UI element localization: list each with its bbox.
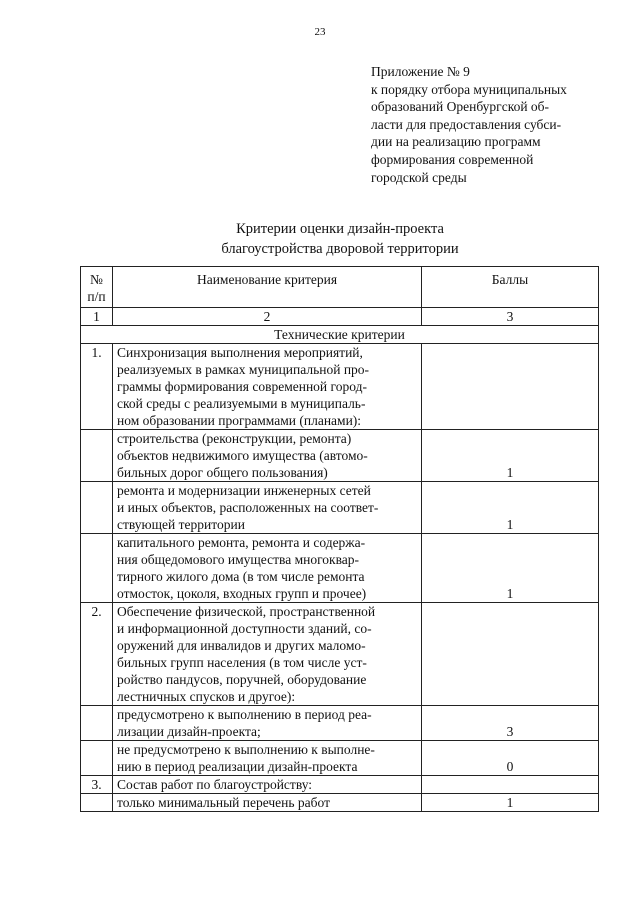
row-number (81, 794, 113, 812)
criterion-line: объектов недвижимого имущества (автомо- (117, 448, 368, 463)
criterion-line: Синхронизация выполнения мероприятий, (117, 345, 363, 360)
criterion-score: 1 (422, 430, 599, 482)
criterion-line: не предусмотрено к выполнению к выполне- (117, 742, 375, 757)
criterion-name (113, 741, 422, 776)
criterion-line: ройство пандусов, поручней, оборудование (117, 672, 367, 687)
criterion-line: и иных объектов, расположенных на соответ- (117, 500, 379, 515)
criterion-line: ния общедомового имущества многоквар- (117, 552, 360, 567)
row-number: 1. (81, 344, 113, 430)
criterion-line: оружений для инвалидов и других маломо- (117, 638, 366, 653)
criterion-name (113, 776, 422, 794)
criterion-name (113, 706, 422, 741)
row-number (81, 534, 113, 603)
document-title (0, 219, 640, 259)
appendix-line: Приложение № 9 (371, 64, 470, 79)
criterion-name (113, 603, 422, 706)
section-row (81, 326, 599, 344)
appendix-line: к порядку отбора муниципальных (371, 81, 567, 97)
criterion-score (422, 344, 599, 430)
criterion-name (113, 794, 422, 812)
criterion-score: 0 (422, 741, 599, 776)
appendix-line: образований Оренбургской об- (371, 99, 550, 115)
criteria-table (80, 266, 599, 812)
criterion-line: граммы формирования современной город- (117, 379, 367, 394)
criterion-line: бильных дорог общего пользования) (117, 465, 328, 480)
appendix-line: дии на реализацию программ (371, 134, 541, 150)
criterion-line: только минимальный перечень работ (117, 795, 330, 810)
criterion-line: лестничных спусков и другое): (117, 689, 296, 704)
row-number (81, 741, 113, 776)
criterion-line: и информационной доступности зданий, со- (117, 621, 372, 636)
header-num-line: п/п (87, 289, 106, 304)
row-number: 3. (81, 776, 113, 794)
title-line: благоустройства дворовой территории (221, 241, 459, 257)
appendix-line: городской среды (371, 169, 467, 185)
header-num (81, 267, 113, 308)
table-row (81, 794, 599, 812)
table-row (81, 706, 599, 741)
row-number: 2. (81, 603, 113, 706)
criterion-line: предусмотрено к выполнению в период реа- (117, 707, 372, 722)
criterion-name (113, 430, 422, 482)
table-header-row (81, 267, 599, 308)
header-score: Баллы (422, 267, 599, 308)
criterion-line: отмосток, цоколя, входных групп и прочее) (117, 586, 367, 601)
criterion-line: ствующей территории (117, 517, 245, 532)
column-number-row (81, 308, 599, 326)
col-number: 1 (81, 308, 113, 326)
criterion-line: реализуемых в рамках муниципальной про- (117, 362, 370, 377)
criteria-rows (81, 344, 599, 812)
criterion-line: ремонта и модернизации инженерных сетей (117, 483, 371, 498)
criterion-line: бильных групп населения (в том числе уст- (117, 655, 367, 670)
col-number: 3 (422, 308, 599, 326)
criterion-line: строительства (реконструкции, ремонта) (117, 431, 352, 446)
page-number: 23 (314, 26, 326, 38)
criterion-name (113, 482, 422, 534)
criterion-name (113, 534, 422, 603)
criterion-line: лизации дизайн-проекта; (117, 724, 261, 739)
criterion-line: Обеспечение физической, пространственной (117, 604, 376, 619)
criterion-line: Состав работ по благоустройству: (117, 777, 313, 792)
appendix-block (371, 63, 611, 186)
appendix-line: ласти для предоставления субси- (371, 116, 562, 132)
table-row (81, 603, 599, 706)
appendix-line: формирования современной (371, 151, 534, 167)
row-number (81, 706, 113, 741)
header-num-line: № (90, 272, 103, 287)
criterion-line: нию в период реализации дизайн-проекта (117, 759, 358, 774)
criterion-line: тирного жилого дома (в том числе ремонта (117, 569, 365, 584)
section-title: Технические критерии (81, 326, 599, 344)
table-row (81, 741, 599, 776)
criterion-line: ской среды с реализуемыми в муниципаль- (117, 396, 366, 411)
criterion-score: 1 (422, 482, 599, 534)
table-row (81, 344, 599, 430)
row-number (81, 430, 113, 482)
criterion-line: ном образовании программами (планами): (117, 413, 362, 428)
criterion-score: 3 (422, 706, 599, 741)
table-row (81, 430, 599, 482)
table-row (81, 534, 599, 603)
table-row (81, 776, 599, 794)
title-line: Критерии оценки дизайн-проекта (236, 221, 444, 237)
criterion-score (422, 776, 599, 794)
col-number: 2 (113, 308, 422, 326)
header-name: Наименование критерия (113, 267, 422, 308)
criterion-score: 1 (422, 534, 599, 603)
criterion-score (422, 603, 599, 706)
criterion-score: 1 (422, 794, 599, 812)
row-number (81, 482, 113, 534)
criterion-line: капитального ремонта, ремонта и содержа- (117, 535, 366, 550)
criterion-name (113, 344, 422, 430)
table-row (81, 482, 599, 534)
